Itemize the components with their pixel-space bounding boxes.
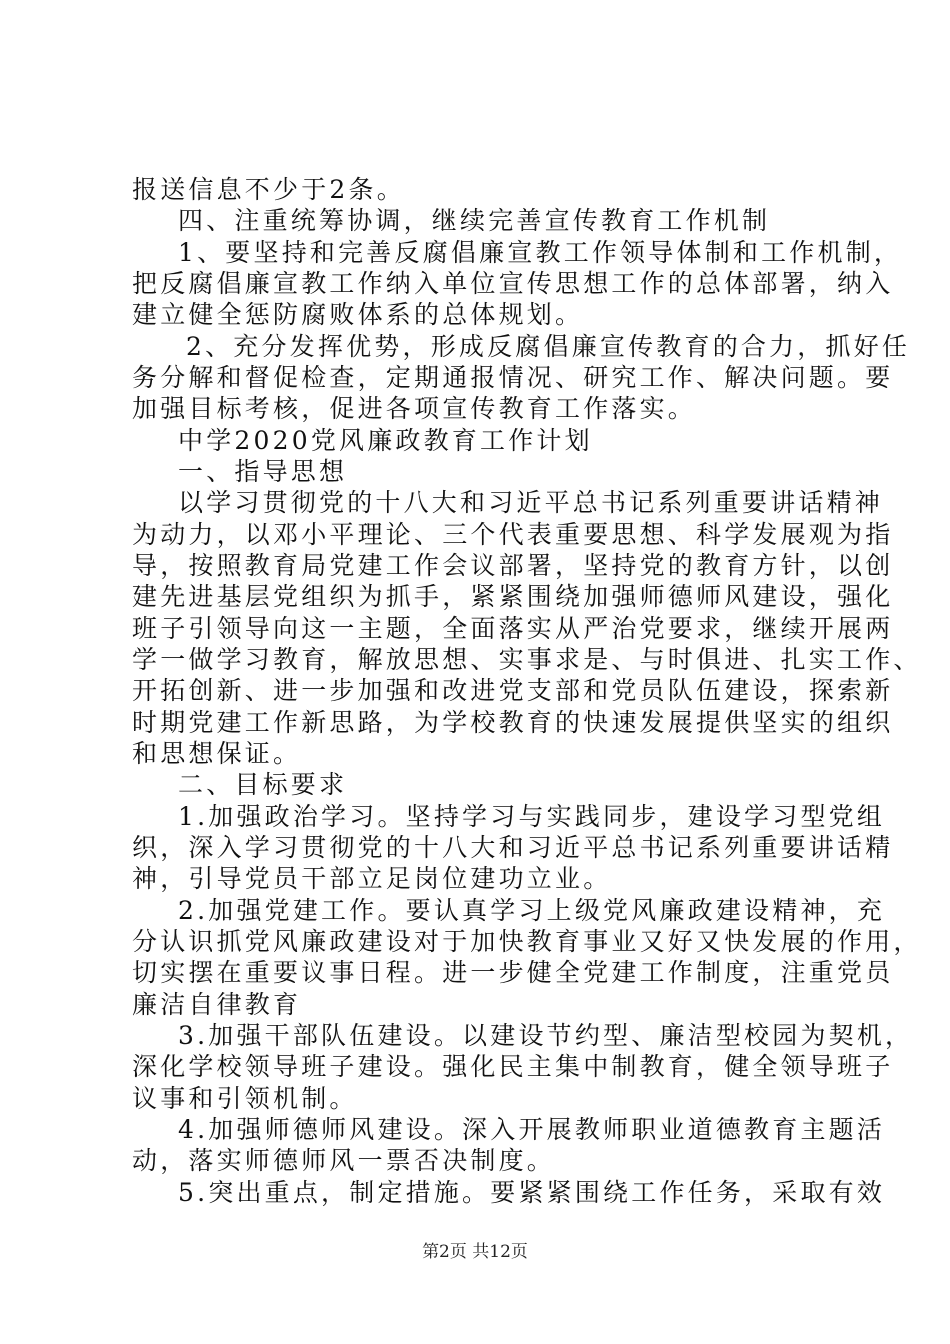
text-line: 神，引导党员干部立足岗位建功立业。 [132,864,612,893]
text-line: 建立健全惩防腐败体系的总体规划。 [132,300,584,329]
text-line: 2、充分发挥优势，形成反腐倡廉宣传教育的合力，抓好任 [186,332,911,361]
text-line: 3.加强干部队伍建设。以建设节约型、廉洁型校园为契机， [178,1021,914,1050]
text-line: 深化学校领导班子建设。强化民主集中制教育，健全领导班子 [132,1052,894,1081]
text-line: 务分解和督促检查，定期通报情况、研究工作、解决问题。要 [132,363,894,392]
text-line: 织，深入学习贯彻党的十八大和习近平总书记系列重要讲话精 [132,833,894,862]
text-line: 为动力，以邓小平理论、三个代表重要思想、科学发展观为指 [132,520,894,549]
text-line: 建先进基层党组织为抓手，紧紧围绕加强师德师风建设，强化 [132,582,894,611]
text-line: 学一做学习教育，解放思想、实事求是、与时俱进、扎实工作、 [132,645,922,674]
text-line: 班子引领导向这一主题，全面落实从严治党要求，继续开展两 [132,614,894,643]
page-number: 第2页 共12页 [422,1242,528,1262]
text-line: 报送信息不少于2条。 [132,175,405,204]
text-line: 1、要坚持和完善反腐倡廉宣教工作领导体制和工作机制， [178,238,903,267]
text-line: 2.加强党建工作。要认真学习上级党风廉政建设精神，充 [178,896,886,925]
text-line: 切实摆在重要议事日程。进一步健全党建工作制度，注重党员 [132,958,894,987]
text-line: 开拓创新、进一步加强和改进党支部和党员队伍建设，探索新 [132,676,894,705]
text-line: 分认识抓党风廉政建设对于加快教育事业又好又快发展的作用， [132,927,922,956]
text-line: 加强目标考核，促进各项宣传教育工作落实。 [132,394,697,423]
text-line: 5.突出重点，制定措施。要紧紧围绕工作任务，采取有效 [178,1178,886,1207]
document-title: 中学2020党风廉政教育工作计划 [178,426,593,455]
text-line: 动，落实师德师风一票否决制度。 [132,1146,556,1175]
text-line: 和思想保证。 [132,739,302,768]
text-line: 1.加强政治学习。坚持学习与实践同步，建设学习型党组 [178,802,886,831]
text-line: 时期党建工作新思路，为学校教育的快速发展提供坚实的组织 [132,708,894,737]
section-heading: 一、指导思想 [178,457,348,486]
text-line: 导，按照教育局党建工作会议部署，坚持党的教育方针，以创 [132,551,894,580]
text-line: 廉洁自律教育 [132,990,302,1019]
text-line: 把反腐倡廉宣教工作纳入单位宣传思想工作的总体部署，纳入 [132,269,894,298]
text-line: 议事和引领机制。 [132,1084,358,1113]
section-heading: 二、目标要求 [178,770,348,799]
text-line: 以学习贯彻党的十八大和习近平总书记系列重要讲话精神 [178,488,884,517]
text-line: 4.加强师德师风建设。深入开展教师职业道德教育主题活 [178,1115,886,1144]
section-heading: 四、注重统筹协调，继续完善宣传教育工作机制 [178,206,771,235]
